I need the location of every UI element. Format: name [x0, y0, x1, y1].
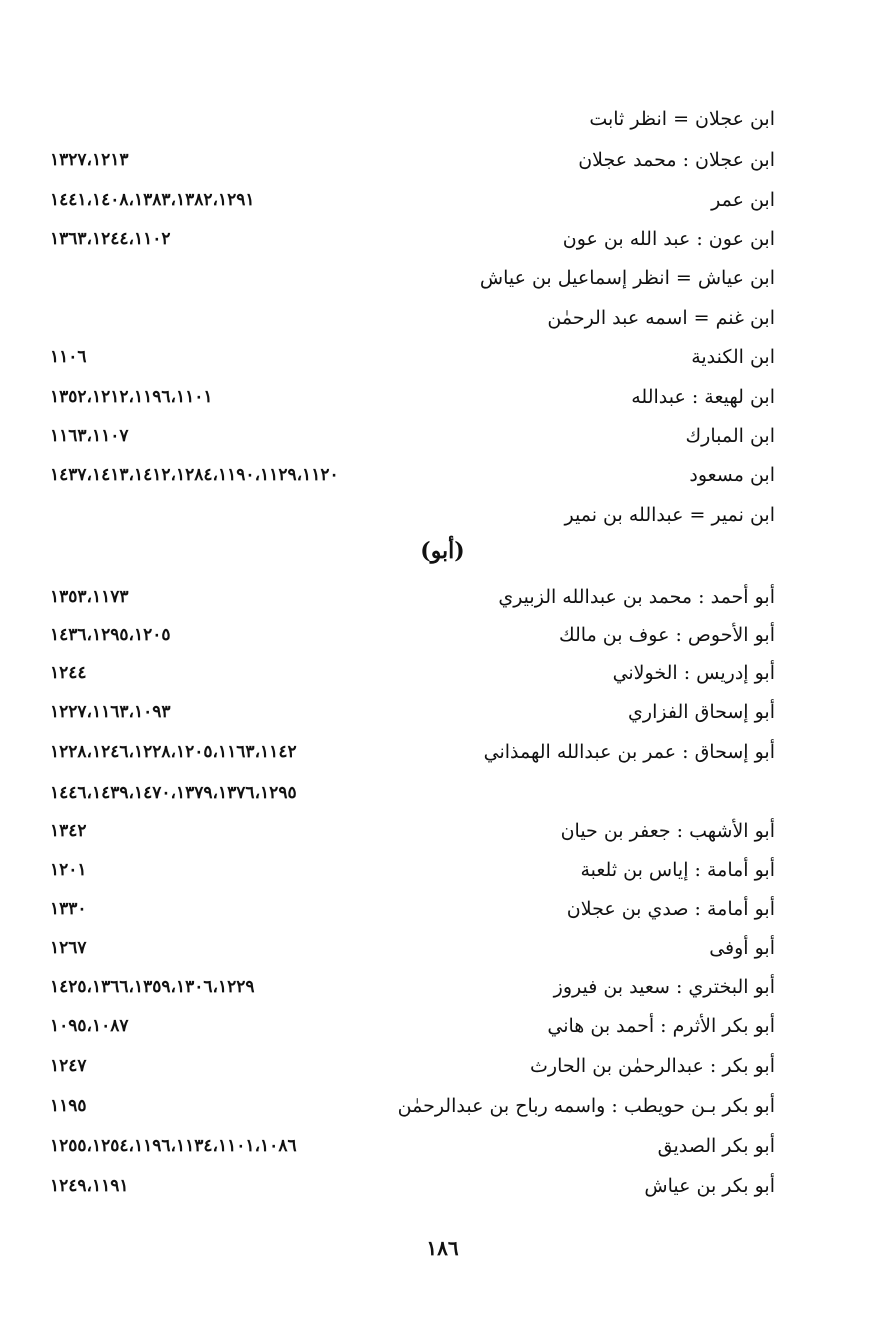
index-entry — [40, 421, 775, 455]
index-entry — [40, 460, 775, 494]
entry-page-refs: ١١٦٣،١١٠٧ — [50, 426, 129, 446]
entry-page-refs: ١٣٥٣،١١٧٣ — [50, 587, 129, 607]
entry-name: أبو إسحاق الفزاري — [628, 701, 775, 723]
entry-page-refs: ١٢٢٧،١١٦٣،١٠٩٣ — [50, 702, 171, 722]
entry-page-refs: ١٢٦٧ — [50, 938, 87, 958]
entry-page-refs: ١٠٩٥،١٠٨٧ — [50, 1016, 129, 1036]
entry-page-refs: ١٣٦٣،١٢٤٤،١١٠٢ — [50, 229, 171, 249]
index-entry — [40, 1011, 775, 1045]
entry-page-refs: ١٢٤٩،١١٩١ — [50, 1176, 129, 1196]
entry-name: ابن عجلان : محمد عجلان — [578, 149, 775, 171]
index-entry-continuation — [40, 778, 775, 812]
entry-name: أبو بكر : عبدالرحمٰن بن الحارث — [530, 1055, 775, 1077]
entry-name: أبو بكر بـن حويطب : واسمه رباح بن عبدالرحمٰن — [397, 1095, 775, 1117]
index-entry — [40, 303, 775, 337]
entry-name: أبو إسحاق : عمر بن عبدالله الهمذاني — [483, 741, 775, 763]
index-entry — [40, 658, 775, 692]
entry-name: ابن عجلان = انظر ثابت — [589, 108, 775, 130]
entry-name: أبو أمامة : صدي بن عجلان — [566, 898, 775, 920]
entry-name: ابن مسعود — [689, 464, 775, 486]
entry-page-refs: ١١٩٥ — [50, 1096, 87, 1116]
index-entry — [40, 816, 775, 850]
index-entry — [40, 104, 775, 138]
entry-name: ابن عون : عبد الله بن عون — [562, 228, 775, 250]
entry-name: أبو البختري : سعيد بن فيروز — [553, 976, 775, 998]
entry-page-refs: ١٣٤٢ — [50, 821, 87, 841]
entry-name: ابن عياش = انظر إسماعيل بن عياش — [479, 267, 775, 289]
entry-name: ابن نمير = عبدالله بن نمير — [564, 504, 775, 526]
index-entry — [40, 224, 775, 258]
index-entry — [40, 1131, 775, 1165]
entry-name: أبو أوفى — [709, 937, 775, 959]
index-entry — [40, 145, 775, 179]
entry-name: ابن غنم = اسمه عبد الرحمٰن — [547, 307, 775, 329]
entry-page-refs: ١٣٣٠ — [50, 899, 87, 919]
index-entry — [40, 582, 775, 616]
entry-page-refs: ١٣٥٢،١٢١٢،١١٩٦،١١٠١ — [50, 387, 213, 407]
entry-page-refs: ١٤٤٦،١٤٣٩،١٤٧٠،١٣٧٩،١٣٧٦،١٢٩٥ — [50, 783, 297, 803]
entry-page-refs: ١٢٤٧ — [50, 1056, 87, 1076]
entry-name: أبو الأحوص : عوف بن مالك — [559, 624, 775, 646]
entry-page-refs: ١٢٢٨،١٢٤٦،١٢٢٨،١٢٠٥،١١٦٣،١١٤٢ — [50, 742, 297, 762]
index-entry — [40, 894, 775, 928]
index-entry — [40, 697, 775, 731]
entry-page-refs: ١٢٥٥،١٢٥٤،١١٩٦،١١٣٤،١١٠١،١٠٨٦ — [50, 1136, 297, 1156]
entry-page-refs: ١٣٢٧،١٢١٣ — [50, 150, 129, 170]
index-entry — [40, 382, 775, 416]
index-entry — [40, 737, 775, 771]
index-entry — [40, 342, 775, 376]
index-entry — [40, 185, 775, 219]
index-entry — [40, 855, 775, 889]
entry-name: أبو بكر بن عياش — [644, 1175, 775, 1197]
entry-page-refs: ١٤٣٧،١٤١٣،١٤١٢،١٢٨٤،١١٩٠،١١٢٩،١١٢٠ — [50, 465, 339, 485]
index-entry — [40, 620, 775, 654]
index-entry — [40, 933, 775, 967]
entry-page-refs: ١١٠٦ — [50, 347, 87, 367]
index-entry — [40, 972, 775, 1006]
index-entry — [40, 1091, 775, 1125]
entry-name: أبو بكر الصديق — [657, 1135, 775, 1157]
entry-name: أبو أمامة : إياس بن ثلعبة — [580, 859, 775, 881]
page-number: ١٨٦ — [426, 1236, 459, 1260]
entry-name: أبو الأشهب : جعفر بن حيان — [560, 820, 775, 842]
index-entry — [40, 263, 775, 297]
entry-name: أبو أحمد : محمد بن عبدالله الزبيري — [498, 586, 775, 608]
entry-page-refs: ١٤٤١،١٤٠٨،١٣٨٣،١٣٨٢،١٢٩١ — [50, 190, 255, 210]
entry-name: أبو إدريس : الخولاني — [612, 662, 775, 684]
entry-name: أبو بكر الأثرم : أحمد بن هاني — [547, 1015, 775, 1037]
entry-name: ابن عمر — [711, 189, 775, 211]
index-entry — [40, 500, 775, 534]
entry-name: ابن المبارك — [685, 425, 775, 447]
entry-page-refs: ١٢٤٤ — [50, 663, 87, 683]
index-entry — [40, 1171, 775, 1205]
entry-page-refs: ١٢٠١ — [50, 860, 87, 880]
entry-page-refs: ١٤٢٥،١٣٦٦،١٣٥٩،١٣٠٦،١٢٢٩ — [50, 977, 255, 997]
entry-name: ابن الكندية — [691, 346, 775, 368]
entry-page-refs: ١٤٣٦،١٢٩٥،١٢٠٥ — [50, 625, 171, 645]
section-heading: (أبو) — [420, 538, 465, 564]
index-entry — [40, 1051, 775, 1085]
entry-name: ابن لهيعة : عبدالله — [631, 386, 775, 408]
